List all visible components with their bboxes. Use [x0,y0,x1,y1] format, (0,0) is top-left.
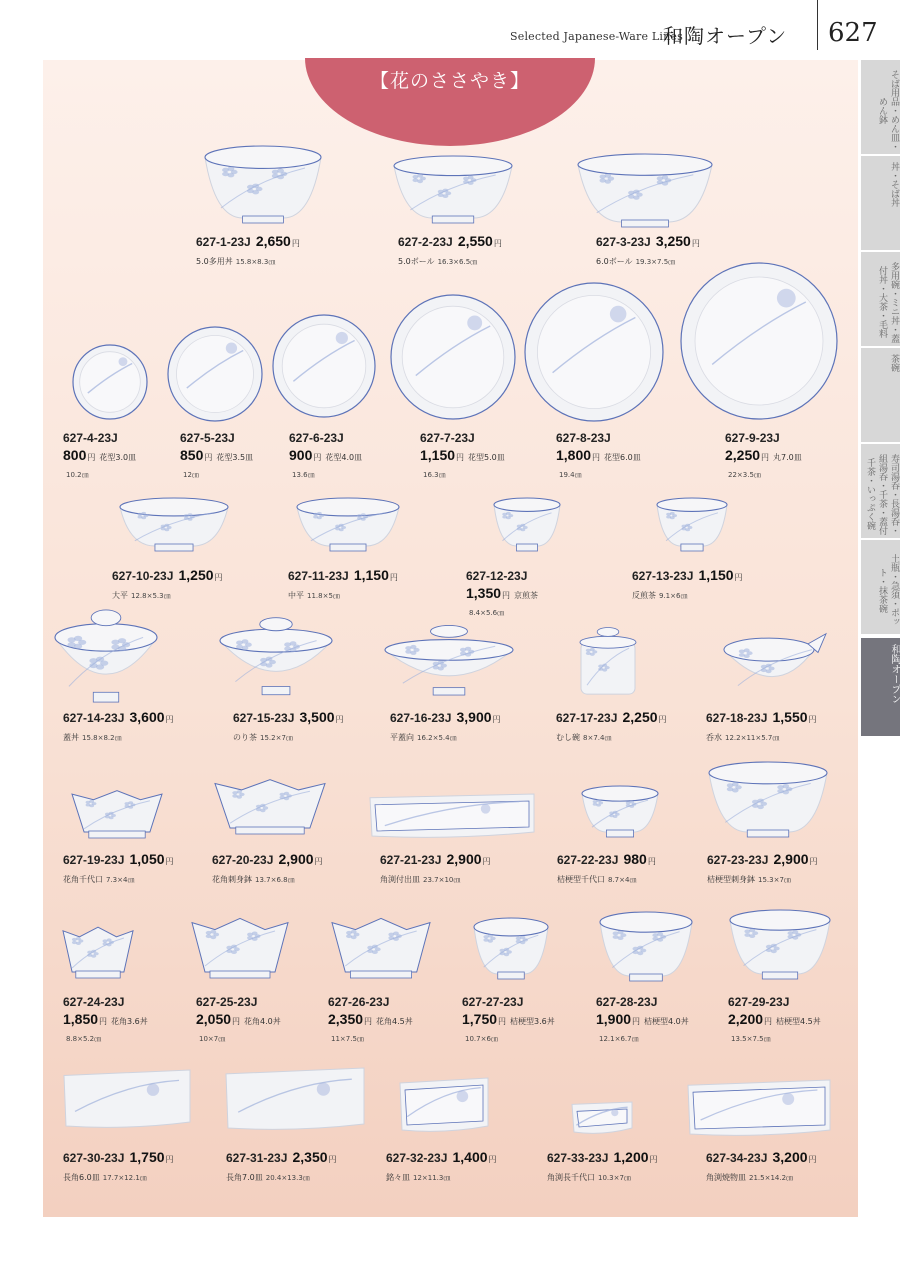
product-name: 5.0ボール [398,256,435,266]
product-code: 627-4-23J [63,431,118,445]
product-item [190,910,290,980]
product-dimensions: 11.8×5㎝ [307,591,340,600]
product-image [392,154,514,224]
product-name: 長角6.0皿 [63,1172,100,1182]
product-code: 627-2-23J [398,235,453,249]
product-item [62,1068,192,1130]
product-code: 627-7-23J [420,431,475,445]
product-code: 627-22-23J [557,853,619,867]
yen-symbol: 円 [99,1016,108,1026]
product-image [570,1100,634,1136]
product-price: 1,150 [353,567,389,583]
product-item [578,626,638,700]
product-price: 2,200 [728,1010,764,1027]
product-dimensions: 17.7×12.1㎝ [102,1173,147,1182]
product-dimensions: 13.5×7.5㎝ [731,1035,771,1044]
series-title: 【花のささやき】 [369,70,530,92]
product-code: 627-5-23J [180,431,235,445]
product-name: 蓋丼 [63,732,79,742]
yen-symbol: 円 [592,452,601,462]
product-code: 627-20-23J [212,853,274,867]
product-price: 3,200 [772,1149,808,1165]
product-item [218,616,334,698]
product-caption [725,428,802,481]
product-dimensions: 12.2×11×5.7㎝ [725,733,780,742]
product-image [295,496,401,552]
header-subtitle: Selected Japanese-Ware Lines [510,30,683,43]
yen-symbol: 円 [808,715,817,724]
product-caption [556,708,671,743]
product-name: 丸7.0皿 [773,452,802,462]
product-name: 花角千代口 [63,874,103,884]
sidebar-tab-chawan[interactable] [861,348,900,444]
product-code: 627-16-23J [390,711,452,725]
product-dimensions: 10×7㎝ [199,1035,226,1044]
product-caption [63,428,136,481]
product-item [390,294,516,420]
product-code: 627-19-23J [63,853,125,867]
yen-symbol: 円 [734,573,743,582]
product-caption [596,992,689,1045]
product-item [728,908,832,980]
product-code: 627-6-23J [289,431,344,445]
product-code: 627-15-23J [233,711,295,725]
product-image [580,784,660,838]
product-price: 2,900 [446,851,482,867]
product-price: 1,200 [613,1149,649,1165]
product-price: 1,400 [452,1149,488,1165]
sidebar-tab-watou-open[interactable] [861,638,900,738]
product-image [680,262,838,420]
sidebar-tab-label: 土瓶・急須・ポット・抹茶碗 [877,554,899,626]
product-code: 627-14-23J [63,711,125,725]
product-name: 花型5.0皿 [468,452,505,462]
yen-symbol: 円 [214,573,223,582]
product-image [383,624,515,698]
product-image [61,920,135,980]
product-item [398,1076,490,1134]
product-image [330,910,432,980]
product-item [680,262,838,420]
yen-symbol: 円 [649,1155,658,1164]
product-image [72,344,148,420]
product-code: 627-8-23J [556,431,611,445]
product-image [398,1076,490,1134]
product-dimensions: 20.4×13.3㎝ [265,1173,310,1182]
product-image [203,144,323,224]
product-name: 京煎茶 [514,590,539,600]
yen-symbol: 円 [647,857,656,866]
product-dimensions: 12㎝ [183,471,199,480]
product-price: 800 [63,446,87,463]
product-dimensions: 12.1×6.7㎝ [599,1035,639,1044]
product-dimensions: 15.3×7㎝ [758,875,791,884]
product-caption [398,232,506,267]
product-dimensions: 13.7×6.8㎝ [255,875,295,884]
product-image [492,496,562,552]
product-dimensions: 13.6㎝ [292,471,315,480]
product-caption [466,566,538,619]
product-item [492,496,562,552]
product-caption [328,992,413,1045]
product-item [61,920,135,980]
product-dimensions: 11×7.5㎝ [331,1035,364,1044]
product-caption [226,1148,341,1183]
product-caption [63,992,148,1045]
product-name: 花型4.0皿 [325,452,363,462]
product-caption [233,708,348,743]
product-dimensions: 12.8×5.3㎝ [131,591,171,600]
product-name: 花型6.0皿 [604,452,641,462]
product-image [576,152,714,228]
sidebar-tab-soba[interactable] [861,60,900,156]
product-caption [63,850,178,885]
product-item [53,608,159,706]
product-image [62,1068,192,1130]
yen-symbol: 円 [291,239,300,248]
product-code: 627-30-23J [63,1151,125,1165]
product-code: 627-24-23J [63,995,125,1009]
product-name: 桔梗型千代口 [557,874,605,884]
product-caption [707,850,822,885]
product-item [392,154,514,224]
product-name: 角渕付出皿 [380,874,420,884]
product-code: 627-25-23J [196,995,258,1009]
product-price: 1,850 [63,1010,99,1027]
yen-symbol: 円 [658,715,667,724]
yen-symbol: 円 [808,1155,817,1164]
product-image [707,760,829,838]
product-code: 627-32-23J [386,1151,448,1165]
product-price: 1,150 [420,446,456,463]
yen-symbol: 円 [488,1155,497,1164]
product-caption [556,428,641,481]
product-item [598,910,694,982]
product-image [578,626,638,700]
product-price: 3,900 [456,709,492,725]
product-image [213,772,327,836]
header-title: 和陶オープン [663,24,788,48]
product-code: 627-13-23J [632,569,694,583]
product-dimensions: 16.3×6.5㎝ [437,257,478,266]
product-price: 2,900 [278,851,314,867]
product-item [368,792,536,840]
sidebar-tab-label: 茶碗 [889,354,899,372]
product-price: 3,600 [129,709,165,725]
product-name: のり茶 [233,732,257,742]
product-dimensions: 12×11.3㎝ [413,1173,451,1182]
product-code: 627-34-23J [706,1151,768,1165]
product-name: 反煎茶 [632,590,656,600]
product-name: 桔梗型4.5丼 [776,1016,821,1026]
product-caption [196,232,304,267]
yen-symbol: 円 [502,590,511,600]
product-price: 2,350 [292,1149,328,1165]
product-image [686,1078,832,1138]
product-price: 2,650 [255,233,291,249]
product-name: 桔梗型3.6丼 [510,1016,555,1026]
product-item [576,152,714,228]
product-image [167,326,263,422]
product-dimensions: 21.5×14.2㎝ [749,1173,794,1182]
product-caption [63,1148,178,1183]
product-code: 627-3-23J [596,235,651,249]
product-code: 627-28-23J [596,995,658,1009]
product-code: 627-10-23J [112,569,174,583]
product-item [203,144,323,224]
product-dimensions: 15.2×7㎝ [260,733,293,742]
product-caption [728,992,821,1045]
product-item [72,344,148,420]
product-name: 6.0ボール [596,256,633,266]
product-dimensions: 16.3㎝ [423,471,446,480]
product-price: 1,550 [772,709,808,725]
header-divider [817,0,818,50]
product-caption [706,1148,821,1183]
product-item [707,760,829,838]
product-dimensions: 8.8×5.2㎝ [66,1035,102,1044]
product-name: 桔梗型4.0丼 [644,1016,689,1026]
yen-symbol: 円 [492,715,501,724]
product-name: 5.0多用丼 [196,256,233,266]
product-name: 長角7.0皿 [226,1172,263,1182]
yen-symbol: 円 [364,1016,373,1026]
product-price: 1,350 [466,584,502,601]
yen-symbol: 円 [389,573,398,582]
product-item [686,1078,832,1138]
product-code: 627-21-23J [380,853,442,867]
product-price: 900 [289,446,313,463]
product-image [728,908,832,980]
sidebar-tab-dobin[interactable] [861,540,900,636]
yen-symbol: 円 [764,1016,773,1026]
product-code: 627-11-23J [288,569,349,583]
product-price: 1,750 [129,1149,165,1165]
sidebar-tab-tayowan[interactable] [861,252,900,348]
product-image [70,784,164,840]
product-code: 627-18-23J [706,711,768,725]
product-item [580,784,660,838]
product-caption [288,566,402,601]
yen-symbol: 円 [493,239,502,248]
product-name: 桔梗型刺身鉢 [707,874,755,884]
product-item [167,326,263,422]
product-price: 2,050 [196,1010,232,1027]
product-caption [112,566,227,601]
product-dimensions: 16.2×5.4㎝ [417,733,457,742]
yen-symbol: 円 [314,857,323,866]
product-dimensions: 19.3×7.5㎝ [635,257,676,266]
product-caption [212,850,327,885]
product-caption [420,428,505,481]
yen-symbol: 円 [204,452,213,462]
product-name: 花角刺身鉢 [212,874,252,884]
product-name: 呑水 [706,732,722,742]
product-caption [196,992,281,1045]
product-price: 980 [623,851,647,867]
product-price: 2,250 [622,709,658,725]
product-caption [390,708,505,743]
product-name: 花角4.5丼 [376,1016,413,1026]
sidebar-tab-label: 多用碗・ミニ丼・蓋付丼・大茶・毛料 [877,261,899,343]
product-code: 627-1-23J [196,235,251,249]
sidebar-tab-label: 和陶オープン [889,644,900,704]
product-price: 850 [180,446,204,463]
product-item [330,910,432,980]
product-dimensions: 10.3×7㎝ [598,1173,631,1182]
product-item [722,628,828,700]
product-dimensions: 23.7×10㎝ [423,875,461,884]
product-dimensions: 22×3.5㎝ [728,471,761,480]
product-code: 627-27-23J [462,995,524,1009]
product-image [272,314,376,418]
product-price: 3,500 [299,709,335,725]
product-item [383,624,515,698]
product-dimensions: 7.3×4㎝ [106,875,135,884]
product-dimensions: 10.7×6㎝ [465,1035,498,1044]
yen-symbol: 円 [632,1016,641,1026]
sidebar-tab-label: 寿司湯呑・長湯呑・組湯呑・千茶・蓋付千茶・いっぷく碗 [865,453,899,535]
yen-symbol: 円 [809,857,818,866]
product-dimensions: 15.8×8.3㎝ [235,257,276,266]
product-code: 627-31-23J [226,1151,288,1165]
product-image [368,792,536,840]
yen-symbol: 円 [691,239,700,248]
product-price: 1,750 [462,1010,498,1027]
product-name: 銘々皿 [386,1172,410,1182]
product-price: 2,550 [457,233,493,249]
yen-symbol: 円 [482,857,491,866]
product-dimensions: 8×7.4㎝ [583,733,612,742]
product-name: 花型3.0皿 [99,452,137,462]
product-dimensions: 19.4㎝ [559,471,582,480]
product-image [53,608,159,706]
product-dimensions: 15.8×8.2㎝ [82,733,122,742]
product-name: 大平 [112,590,128,600]
page-header [0,0,900,58]
product-caption [180,428,253,481]
yen-symbol: 円 [87,452,96,462]
product-image [472,916,550,980]
yen-symbol: 円 [335,715,344,724]
product-name: 花型3.5皿 [216,452,254,462]
product-price: 3,250 [655,233,691,249]
product-image [722,628,828,700]
yen-symbol: 円 [313,452,322,462]
product-item [655,496,729,552]
yen-symbol: 円 [165,715,174,724]
page-number: 627 [828,18,878,48]
product-caption [547,1148,662,1183]
yen-symbol: 円 [498,1016,507,1026]
product-image [190,910,290,980]
product-name: 角渕長千代口 [547,1172,595,1182]
product-price: 2,900 [773,851,809,867]
product-price: 1,150 [698,567,734,583]
yen-symbol: 円 [761,452,770,462]
product-code: 627-17-23J [556,711,618,725]
product-name: 平蓋向 [390,732,414,742]
product-price: 1,800 [556,446,592,463]
product-name: 花角4.0丼 [244,1016,281,1026]
product-code: 627-9-23J [725,431,780,445]
product-image [524,282,664,422]
product-dimensions: 9.1×6㎝ [659,591,688,600]
sidebar-tab-yunomi[interactable] [861,444,900,540]
product-code: 627-29-23J [728,995,790,1009]
yen-symbol: 円 [232,1016,241,1026]
yen-symbol: 円 [456,452,465,462]
product-name: 角渕焼物皿 [706,1172,746,1182]
product-item [272,314,376,418]
product-caption [557,850,660,885]
product-price: 2,250 [725,446,761,463]
sidebar-tab-label: そば用品・めん皿・めん鉢 [877,69,899,151]
product-image [218,616,334,698]
product-image [118,496,230,552]
product-item [118,496,230,552]
sidebar-tab-label: 丼・そば丼 [889,162,899,207]
product-code: 627-26-23J [328,995,390,1009]
category-sidebar [861,60,900,740]
product-image [224,1066,366,1132]
yen-symbol: 円 [165,857,174,866]
product-price: 1,900 [596,1010,632,1027]
product-item [472,916,550,980]
product-name: 中平 [288,590,304,600]
product-code: 627-12-23J [466,569,528,583]
product-code: 627-23-23J [707,853,769,867]
product-item [295,496,401,552]
product-caption [380,850,495,885]
product-item [70,784,164,840]
product-price: 2,350 [328,1010,364,1027]
product-item [224,1066,366,1132]
product-caption [63,708,178,743]
product-caption [289,428,362,481]
product-caption [632,566,747,601]
yen-symbol: 円 [165,1155,174,1164]
sidebar-tab-donburi[interactable] [861,156,900,252]
product-name: むし碗 [556,732,580,742]
product-item [213,772,327,836]
product-name: 花角3.6丼 [111,1016,148,1026]
yen-symbol: 円 [328,1155,337,1164]
product-image [655,496,729,552]
product-item [570,1100,634,1136]
product-image [390,294,516,420]
product-dimensions: 8.7×4㎝ [608,875,637,884]
product-caption [386,1148,501,1183]
product-price: 1,250 [178,567,214,583]
product-dimensions: 10.2㎝ [66,471,89,480]
product-caption [462,992,555,1045]
product-dimensions: 8.4×5.6㎝ [469,609,505,618]
product-caption [706,708,821,743]
product-code: 627-33-23J [547,1151,609,1165]
product-image [598,910,694,982]
product-item [524,282,664,422]
product-price: 1,050 [129,851,165,867]
